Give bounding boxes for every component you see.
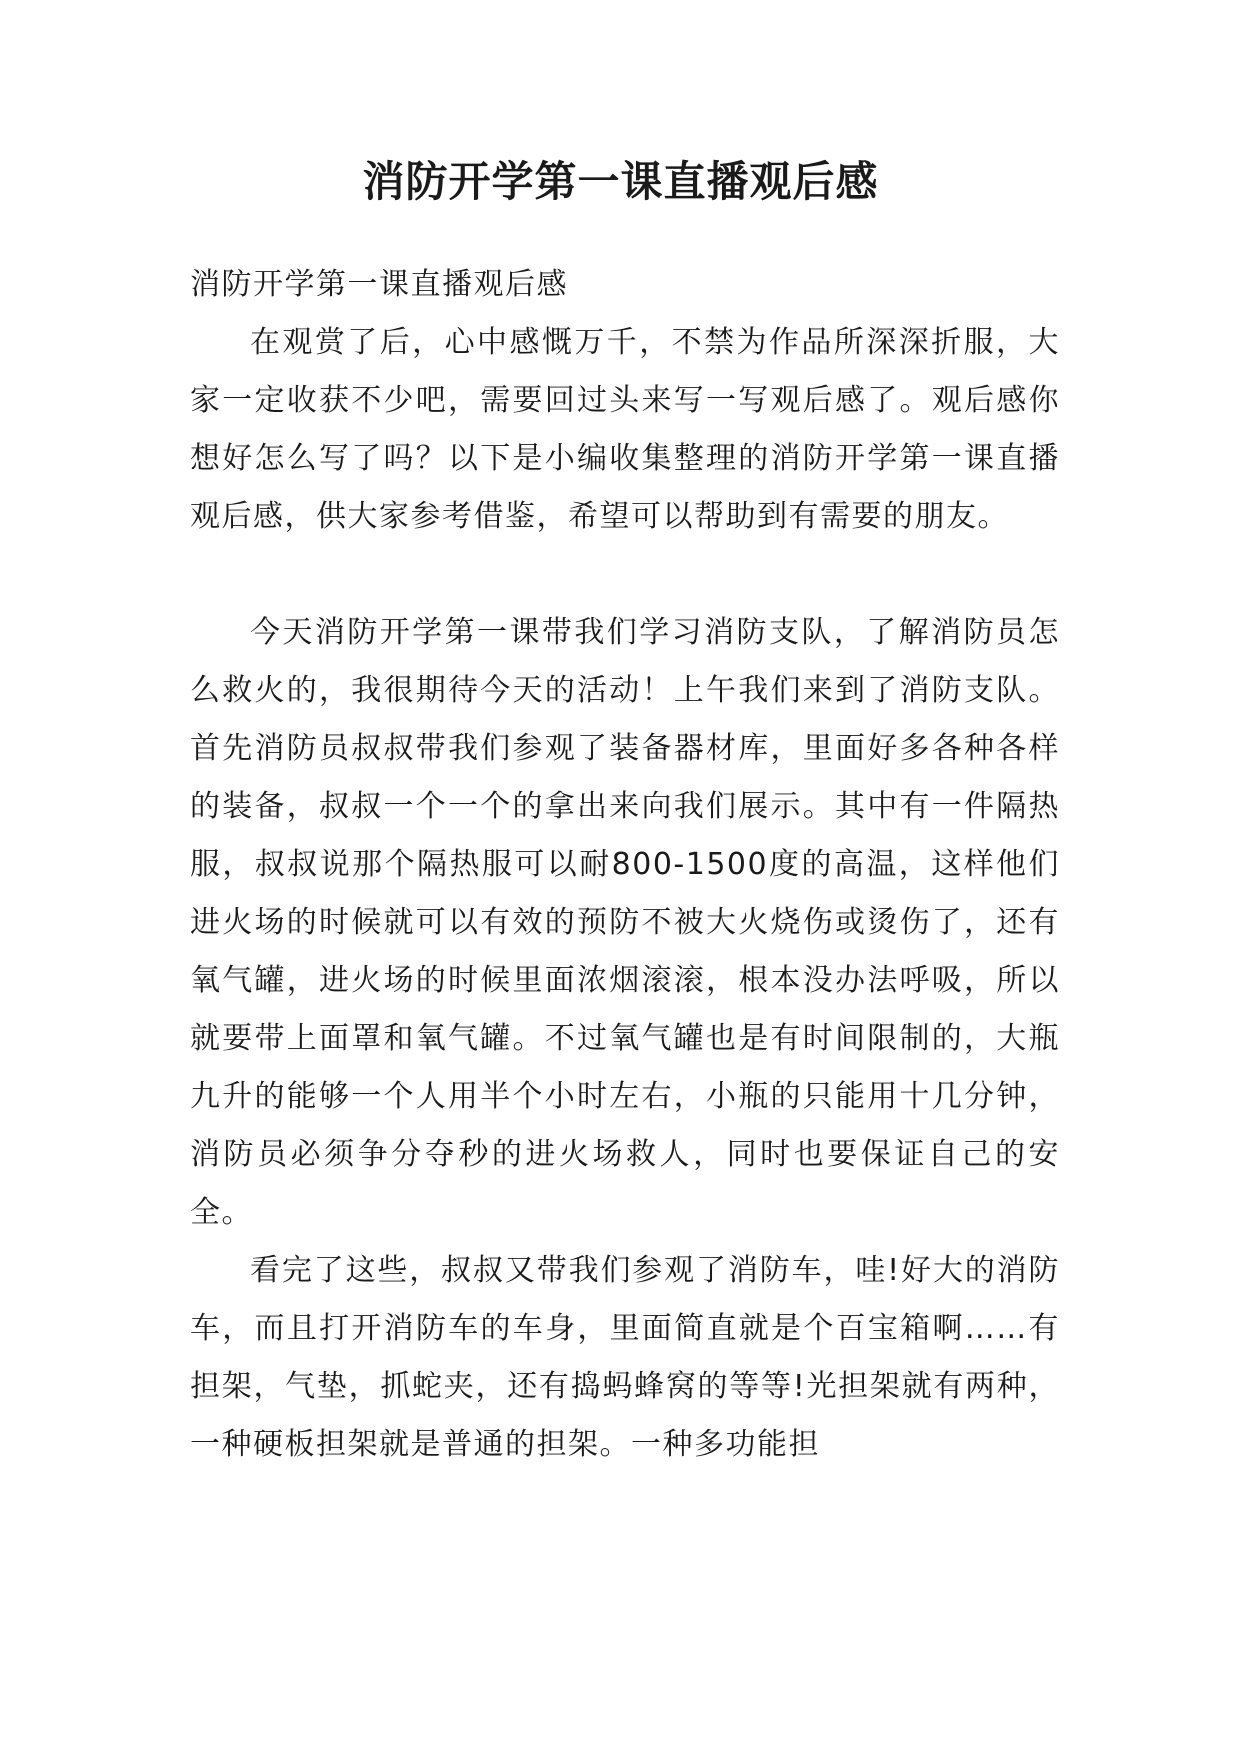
document-subtitle: 消防开学第一课直播观后感 bbox=[190, 267, 568, 302]
paragraph-body-2: 看完了这些，叔叔又带我们参观了消防车，哇!好大的消防车，而且打开消防车的车身，里面简直就是个百宝箱啊……有担架，气垫，抓蛇夹，还有捣蚂蜂窝的等等!光担架就有两种，一种硬板担架就是普通的担架。一种多功能担 bbox=[190, 1253, 1060, 1462]
paragraph-body-1: 今天消防开学第一课带我们学习消防支队，了解消防员怎么救火的，我很期待今天的活动！上午我们来到了消防支队。首先消防员叔叔带我们参观了装备器材库，里面好多各种各样的装备，叔叔一个一个的拿出来向我们展示。其中有一件隔热服，叔叔说那个隔热服可以耐800-1500度的高温，这样他们进火场的时候就可以有效的预防不被大火烧伤或烫伤了，还有氧气罐，进火场的时候里面浓烟滚滚，根本没办法呼吸，所以就要带上面罩和氧气罐。不过氧气罐也是有时间限制的，大瓶九升的能够一个人用半个小时左右，小瓶的只能用十几分钟，消防员必须争分夺秒的进火场救人，同时也要保证自己的安全。 bbox=[190, 615, 1060, 1230]
paragraph-gap bbox=[190, 546, 1060, 604]
paragraph-intro: 在观赏了后，心中感慨万千，不禁为作品所深深折服，大家一定收获不少吧，需要回过头来写一写观后感了。观后感你想好怎么写了吗？以下是小编收集整理的消防开学第一课直播观后感，供大家参考借鉴，希望可以帮助到有需要的朋友。 bbox=[190, 325, 1060, 534]
page-title: 消防开学第一课直播观后感 bbox=[362, 157, 879, 206]
document-body bbox=[190, 256, 1060, 1474]
